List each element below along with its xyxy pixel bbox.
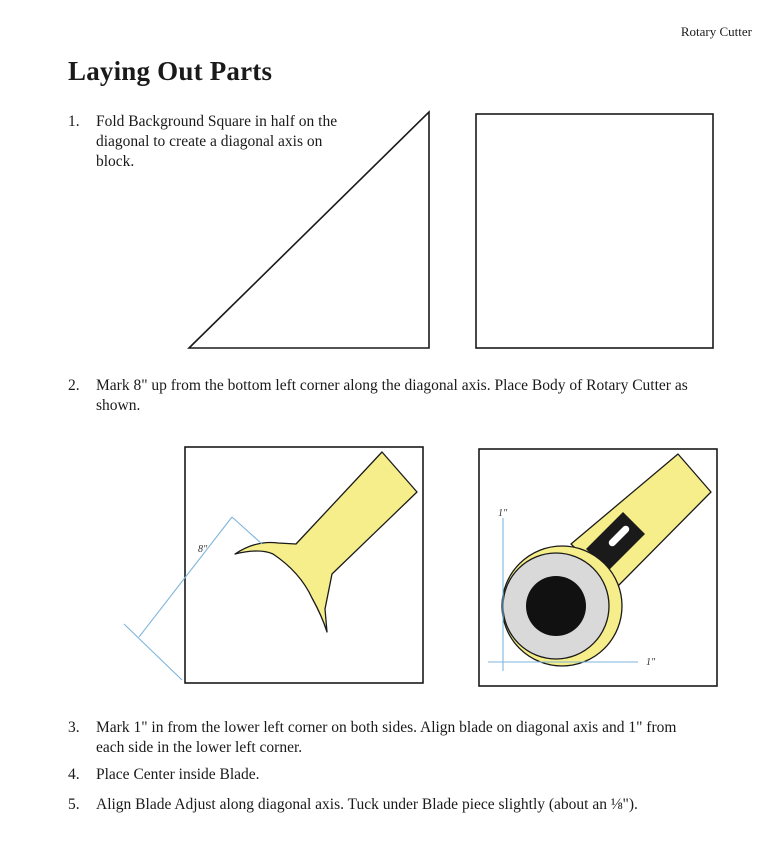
step-number: 1. [68,113,80,130]
step-2 [68,376,688,416]
step-number: 2. [68,377,80,394]
folded-triangle [189,112,429,348]
measure-label: 8" [198,544,208,555]
vertical-measure-label: 1" [498,508,508,519]
blade-placement-diagram [476,446,722,692]
background-square-diagram [472,110,718,352]
step-text: Fold Background Square in half on the diagonal to create a diagonal axis on block. [96,113,338,170]
step-number: 5. [68,796,80,813]
page-title: Laying Out Parts [68,56,273,86]
step-text: Mark 8" up from the bottom left corner along the diagonal axis. Place Body of Rotary Cutter as shown. [96,377,688,414]
header-label: Rotary Cutter [680,24,752,39]
step-3 [68,718,708,758]
background-square [476,114,713,348]
measure-tick-bottom [124,624,182,680]
step-number: 4. [68,766,80,783]
step-text: Align Blade Adjust along diagonal axis. Tuck under Blade piece slightly (about an ⅛"). [96,796,638,813]
folded-triangle-diagram [185,108,435,354]
step-5 [68,795,668,815]
horizontal-measure-label: 1" [646,657,656,668]
blade-center [526,576,586,636]
step-number: 3. [68,719,80,736]
body-placement-diagram [120,444,430,690]
step-text: Mark 1" in from the lower left corner on both sides. Align blade on diagonal axis and 1" from each side in the lower left corner. [96,719,677,756]
step-text: Place Center inside Blade. [96,766,260,783]
step-4 [68,765,708,785]
